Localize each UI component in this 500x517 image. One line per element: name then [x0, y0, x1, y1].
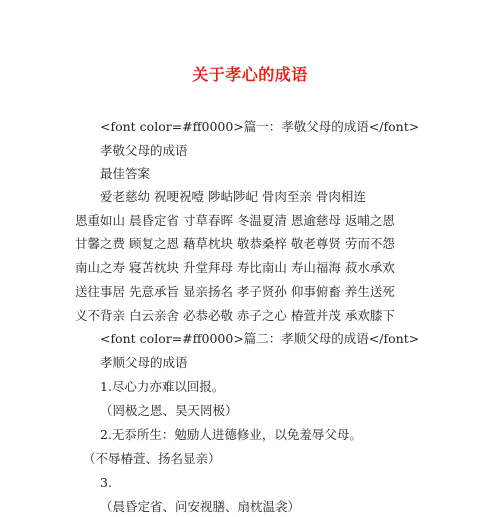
- answer-label: 最佳答案: [100, 166, 151, 181]
- subheading: 孝顺父母的成语: [100, 355, 188, 370]
- idiom-row: 送往事居 先意承旨 显亲扬名 孝子贤孙 仰事俯畜 养生送死: [75, 284, 395, 299]
- idiom-row: 恩重如山 晨昏定省 寸草春晖 冬温夏清 恩逾慈母 返哺之恩: [75, 213, 395, 228]
- idiom-row: 义不背亲 白云亲舍 必恭必敬 赤子之心 椿萱并茂 承欢膝下: [75, 308, 395, 323]
- list-item: 3.: [100, 475, 112, 490]
- list-item-note: （罔极之恩、昊天罔极）: [100, 403, 238, 418]
- list-item-note: （晨昏定省、问安视膳、扇枕温衾）: [100, 499, 301, 514]
- document-title: 关于孝心的成语: [192, 65, 308, 84]
- idiom-row: 甘馨之费 顾复之恩 藉草枕块 敬恭桑梓 敬老尊贤 劳而不怨: [75, 236, 395, 251]
- idiom-row: 南山之寿 寝苫枕块 升堂拜母 寿比南山 寿山福海 菽水承欢: [75, 260, 395, 275]
- section-heading-1: <font color=#ff0000>篇一：孝敬父母的成语</font>: [100, 119, 420, 134]
- section-heading-2: <font color=#ff0000>篇二：孝顺父母的成语</font>: [100, 331, 420, 346]
- list-item: 1.尽心力亦难以回报。: [100, 379, 225, 394]
- list-item-note: （不辱椿萱、扬名显亲）: [83, 451, 221, 466]
- idiom-row: 爱老慈幼 祝哽祝噎 陟岵陟屺 骨肉至亲 骨肉相连: [100, 189, 366, 204]
- subheading: 孝敬父母的成语: [100, 143, 188, 158]
- list-item: 2.无忝所生：勉励人进德修业，以免羞辱父母。: [100, 427, 362, 442]
